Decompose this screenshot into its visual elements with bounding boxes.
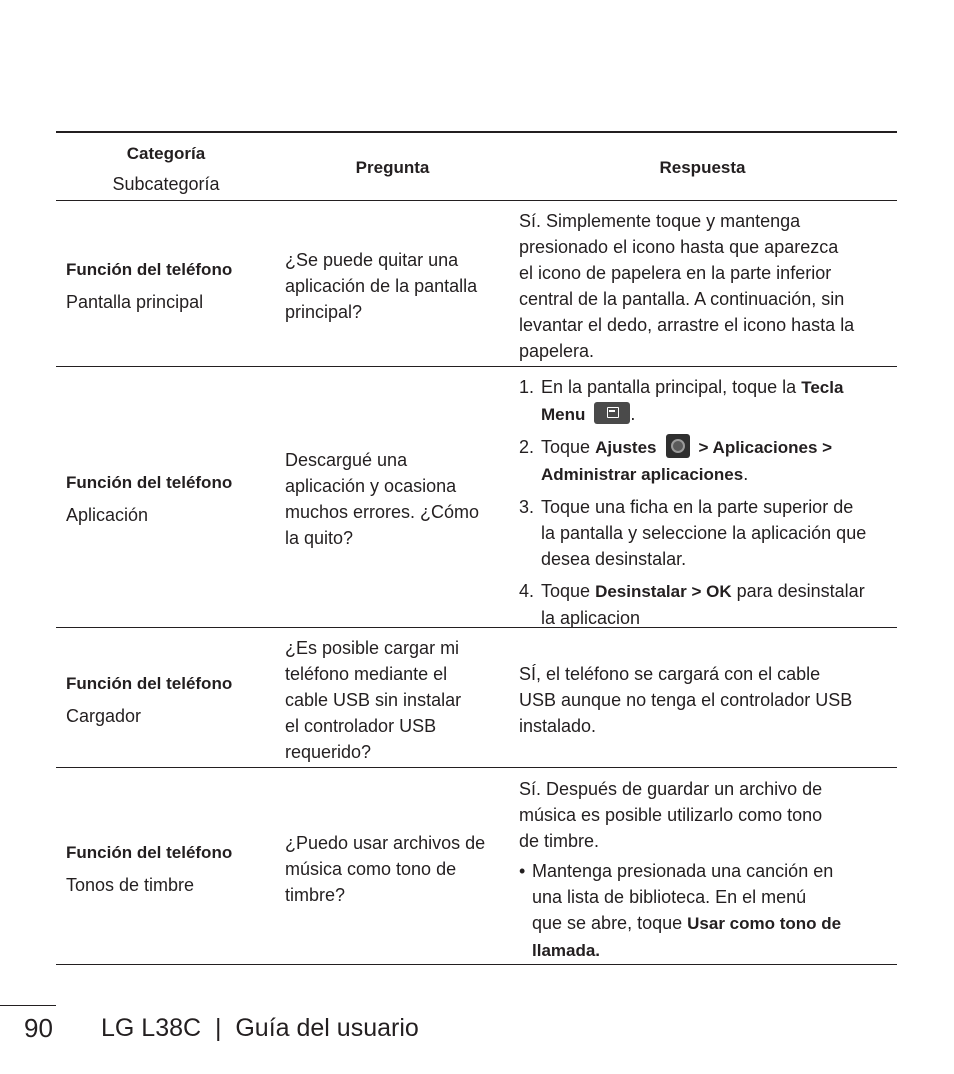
step-text: para desinstalar bbox=[736, 581, 865, 601]
answer-line: instalado. bbox=[519, 716, 597, 736]
row-2-category-cell bbox=[66, 467, 276, 531]
header-category: Categoría bbox=[126, 144, 206, 163]
bullet-text: una lista de biblioteca. En el menú bbox=[532, 887, 807, 907]
answer-line: papelera. bbox=[519, 341, 595, 361]
bullet-text: que se abre, toque bbox=[532, 913, 683, 933]
question-line: cable USB sin instalar bbox=[285, 690, 462, 710]
category-label: Función del teléfono bbox=[66, 473, 233, 492]
step-bold: Desinstalar > OK bbox=[595, 582, 732, 601]
category-label: Función del teléfono bbox=[66, 260, 233, 279]
row-4-category-cell bbox=[66, 837, 276, 901]
table-top-rule bbox=[56, 131, 897, 133]
question-line: principal? bbox=[285, 302, 363, 322]
row-4-answer bbox=[519, 776, 897, 964]
question-line: música como tono de bbox=[285, 859, 457, 879]
question-line: el controlador USB bbox=[285, 716, 437, 736]
uninstall-steps bbox=[519, 374, 897, 631]
ringtone-bullet-list bbox=[519, 858, 897, 964]
step-3 bbox=[519, 494, 897, 572]
footer-title: LG L38C | Guía del usuario bbox=[101, 1014, 419, 1042]
question-line: timbre? bbox=[285, 885, 346, 905]
question-line: Descargué una bbox=[285, 450, 408, 470]
header-divider bbox=[56, 200, 897, 201]
step-number: 3. bbox=[519, 497, 535, 517]
row-3-answer bbox=[519, 661, 897, 739]
question-line: la quito? bbox=[285, 528, 354, 548]
row-1-question bbox=[285, 247, 505, 325]
row-1-category-cell bbox=[66, 254, 276, 318]
row-divider bbox=[56, 366, 897, 367]
row-2-answer bbox=[519, 374, 897, 637]
row-3-category-cell bbox=[66, 668, 276, 732]
step-text: . bbox=[743, 464, 749, 484]
step-number: 4. bbox=[519, 581, 535, 601]
step-2 bbox=[519, 434, 897, 488]
settings-app-icon bbox=[666, 434, 690, 458]
category-label: Función del teléfono bbox=[66, 843, 233, 862]
table-bottom-rule bbox=[56, 964, 897, 965]
step-text: Toque una ficha en la parte superior de bbox=[541, 497, 854, 517]
bullet-item bbox=[519, 858, 897, 964]
question-line: teléfono mediante el bbox=[285, 664, 448, 684]
question-line: aplicación de la pantalla bbox=[285, 276, 478, 296]
subcategory-label: Aplicación bbox=[66, 505, 149, 525]
answer-line: Sí. Simplemente toque y mantenga bbox=[519, 211, 801, 231]
answer-line: central de la pantalla. A continuación, sin bbox=[519, 289, 845, 309]
step-text: Toque bbox=[541, 437, 591, 457]
subcategory-label: Cargador bbox=[66, 706, 142, 726]
bullet-bold: Usar como tono de bbox=[687, 914, 842, 933]
step-bold: Menu bbox=[541, 405, 586, 424]
answer-line: el icono de papelera en la parte inferior bbox=[519, 263, 832, 283]
question-line: ¿Se puede quitar una bbox=[285, 250, 459, 270]
step-text: desea desinstalar. bbox=[541, 549, 687, 569]
step-bold: Tecla bbox=[801, 378, 844, 397]
row-1-answer bbox=[519, 208, 897, 364]
step-bold: Administrar aplicaciones bbox=[541, 465, 744, 484]
row-4-question bbox=[285, 830, 505, 908]
step-number: 2. bbox=[519, 437, 535, 457]
question-line: aplicación y ocasiona bbox=[285, 476, 457, 496]
subcategory-label: Pantalla principal bbox=[66, 292, 204, 312]
header-question: Pregunta bbox=[355, 158, 430, 177]
page-number: 90 bbox=[24, 1013, 53, 1043]
header-answer: Respuesta bbox=[659, 158, 746, 177]
answer-line: levantar el dedo, arrastre el icono hasta la bbox=[519, 315, 855, 335]
step-text: la aplicacion bbox=[541, 608, 641, 628]
header-subcategory: Subcategoría bbox=[112, 174, 220, 194]
answer-line: USB aunque no tenga el controlador USB bbox=[519, 690, 853, 710]
step-4 bbox=[519, 578, 897, 631]
answer-line: Sí. Después de guardar un archivo de bbox=[519, 779, 823, 799]
step-text: . bbox=[630, 404, 636, 424]
bullet-bold: llamada. bbox=[532, 941, 601, 960]
subcategory-label: Tonos de timbre bbox=[66, 875, 195, 895]
step-text: Toque bbox=[541, 581, 591, 601]
answer-line: presionado el icono hasta que aparezca bbox=[519, 237, 839, 257]
question-line: muchos errores. ¿Cómo bbox=[285, 502, 480, 522]
row-divider bbox=[56, 767, 897, 768]
footer-rule bbox=[0, 1005, 56, 1006]
answer-line: música es posible utilizarlo como tono bbox=[519, 805, 823, 825]
row-3-question bbox=[285, 635, 505, 765]
step-1 bbox=[519, 374, 897, 428]
row-2-question bbox=[285, 447, 505, 551]
step-bold: Ajustes bbox=[595, 438, 657, 457]
question-line: requerido? bbox=[285, 742, 372, 762]
menu-key-icon bbox=[594, 402, 630, 424]
header-category-cell bbox=[56, 139, 276, 199]
step-bold: > Aplicaciones > bbox=[698, 438, 833, 457]
step-text: En la pantalla principal, toque la bbox=[541, 377, 797, 397]
answer-line: SÍ, el teléfono se cargará con el cable bbox=[519, 664, 821, 684]
bullet-text: • Mantenga presionada una canción en bbox=[532, 861, 834, 881]
step-number: 1. bbox=[519, 377, 535, 397]
category-label: Función del teléfono bbox=[66, 674, 233, 693]
step-text: la pantalla y seleccione la aplicación que bbox=[541, 523, 867, 543]
answer-line: de timbre. bbox=[519, 831, 600, 851]
question-line: ¿Es posible cargar mi bbox=[285, 638, 460, 658]
question-line: ¿Puedo usar archivos de bbox=[285, 833, 486, 853]
